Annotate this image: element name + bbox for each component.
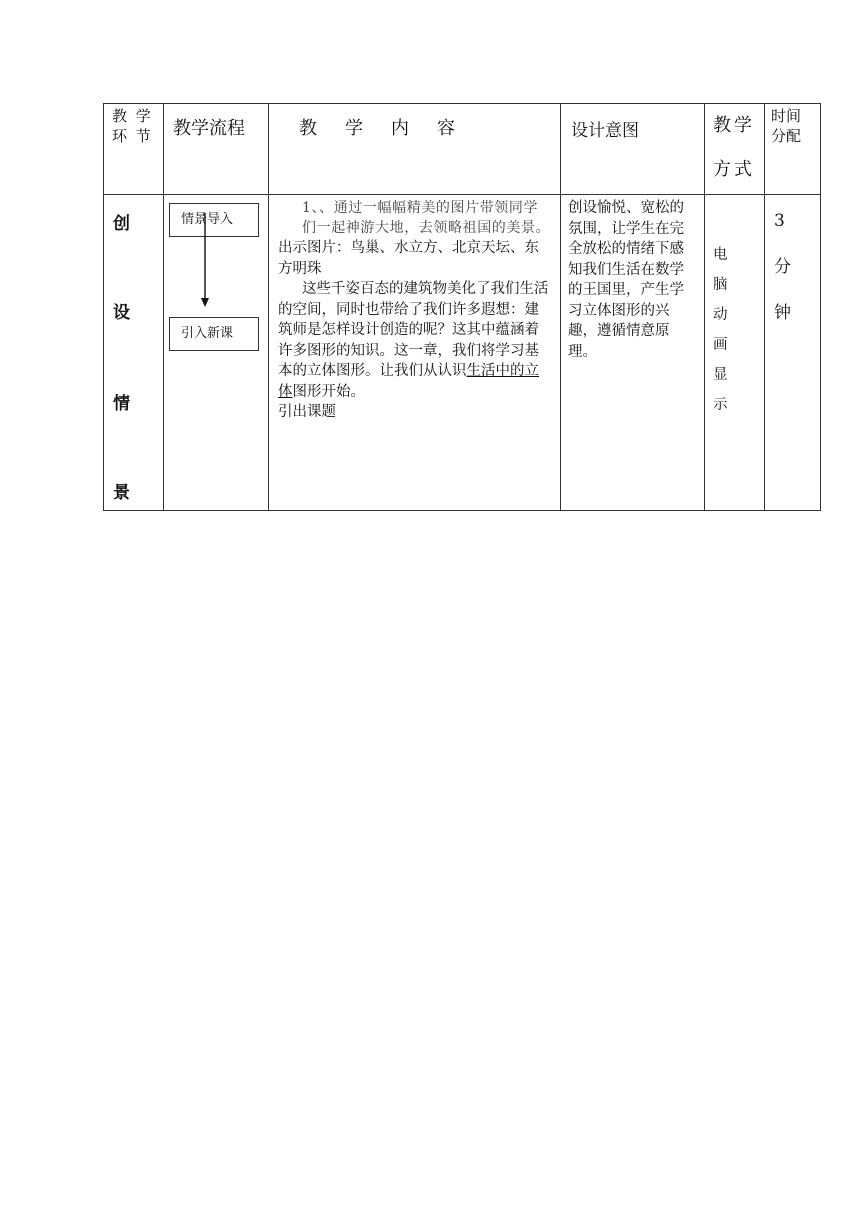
content-p1-text: 1、、通过一幅幅精美的图片带领同学们一起神游大地，去领略祖国的美景。: [302, 200, 551, 236]
stage-char: 创: [113, 214, 130, 234]
header-stage: [104, 104, 164, 195]
content-p4: 引出课题: [278, 404, 336, 420]
header-content: [269, 104, 561, 195]
content-p2: 出示图片：鸟巢、水立方、北京天坛、东方明珠: [278, 240, 539, 277]
stage-cell: [104, 195, 164, 511]
header-content-word: 学: [345, 118, 363, 139]
content-cell: [269, 195, 561, 511]
content-p3-tail: 图形开始。: [292, 383, 365, 400]
lesson-plan-table: [103, 103, 821, 511]
header-method-line1: 教学: [713, 115, 755, 136]
method-line: 动 画: [713, 307, 736, 353]
header-content-word: 容: [437, 118, 455, 139]
content-p3: [278, 279, 552, 402]
flow-box-new-lesson: 引入新课: [169, 317, 259, 351]
header-content-word: 教: [299, 118, 317, 139]
content-row: [104, 195, 821, 511]
header-method-line2: 方式: [713, 159, 755, 180]
stage-char: 景: [113, 483, 130, 503]
time-line: 3: [774, 211, 785, 231]
stage-char: 情: [113, 394, 130, 414]
header-stage-line1: 教 学: [112, 107, 153, 125]
header-row: [104, 104, 821, 195]
content-p3-text: 这些千姿百态的建筑物美化了我们生活的空间，同时也带给了我们许多遐想：建筑师是怎样设计创造的呢？这其中蕴涵着许多图形的知识。这一章，我们将学习基本的立体图形。让我们从认识: [278, 281, 549, 379]
time-line: 钟: [774, 303, 791, 323]
flow-cell: [164, 195, 269, 511]
time-cell: [765, 195, 821, 511]
header-intent: 设计意图: [561, 104, 705, 195]
header-method: [705, 104, 765, 195]
header-content-word: 内: [391, 118, 409, 139]
method-line: 显 示: [713, 367, 736, 413]
header-time: [765, 104, 821, 195]
intent-cell: 创设愉悦、宽松的氛围，让学生在完全放松的情绪下感知我们生活在数学的王国里，产生学习立体图形的兴趣，遵循情意原理。: [561, 195, 705, 511]
method-line: 电 脑: [713, 247, 736, 293]
header-time-line1: 时间: [771, 107, 802, 125]
flow-arrow: [164, 195, 269, 511]
method-cell: [705, 195, 765, 511]
header-flow: 教学流程: [164, 104, 269, 195]
content-p1: [278, 199, 552, 238]
time-line: 分: [774, 257, 791, 277]
stage-char: 设: [113, 303, 130, 323]
header-time-line2: 分配: [771, 127, 802, 145]
header-stage-line2: 环 节: [112, 127, 153, 145]
flow-box-intro: 情景导入: [169, 203, 259, 237]
content-p3-underlined: 生活中的立体: [278, 363, 539, 400]
